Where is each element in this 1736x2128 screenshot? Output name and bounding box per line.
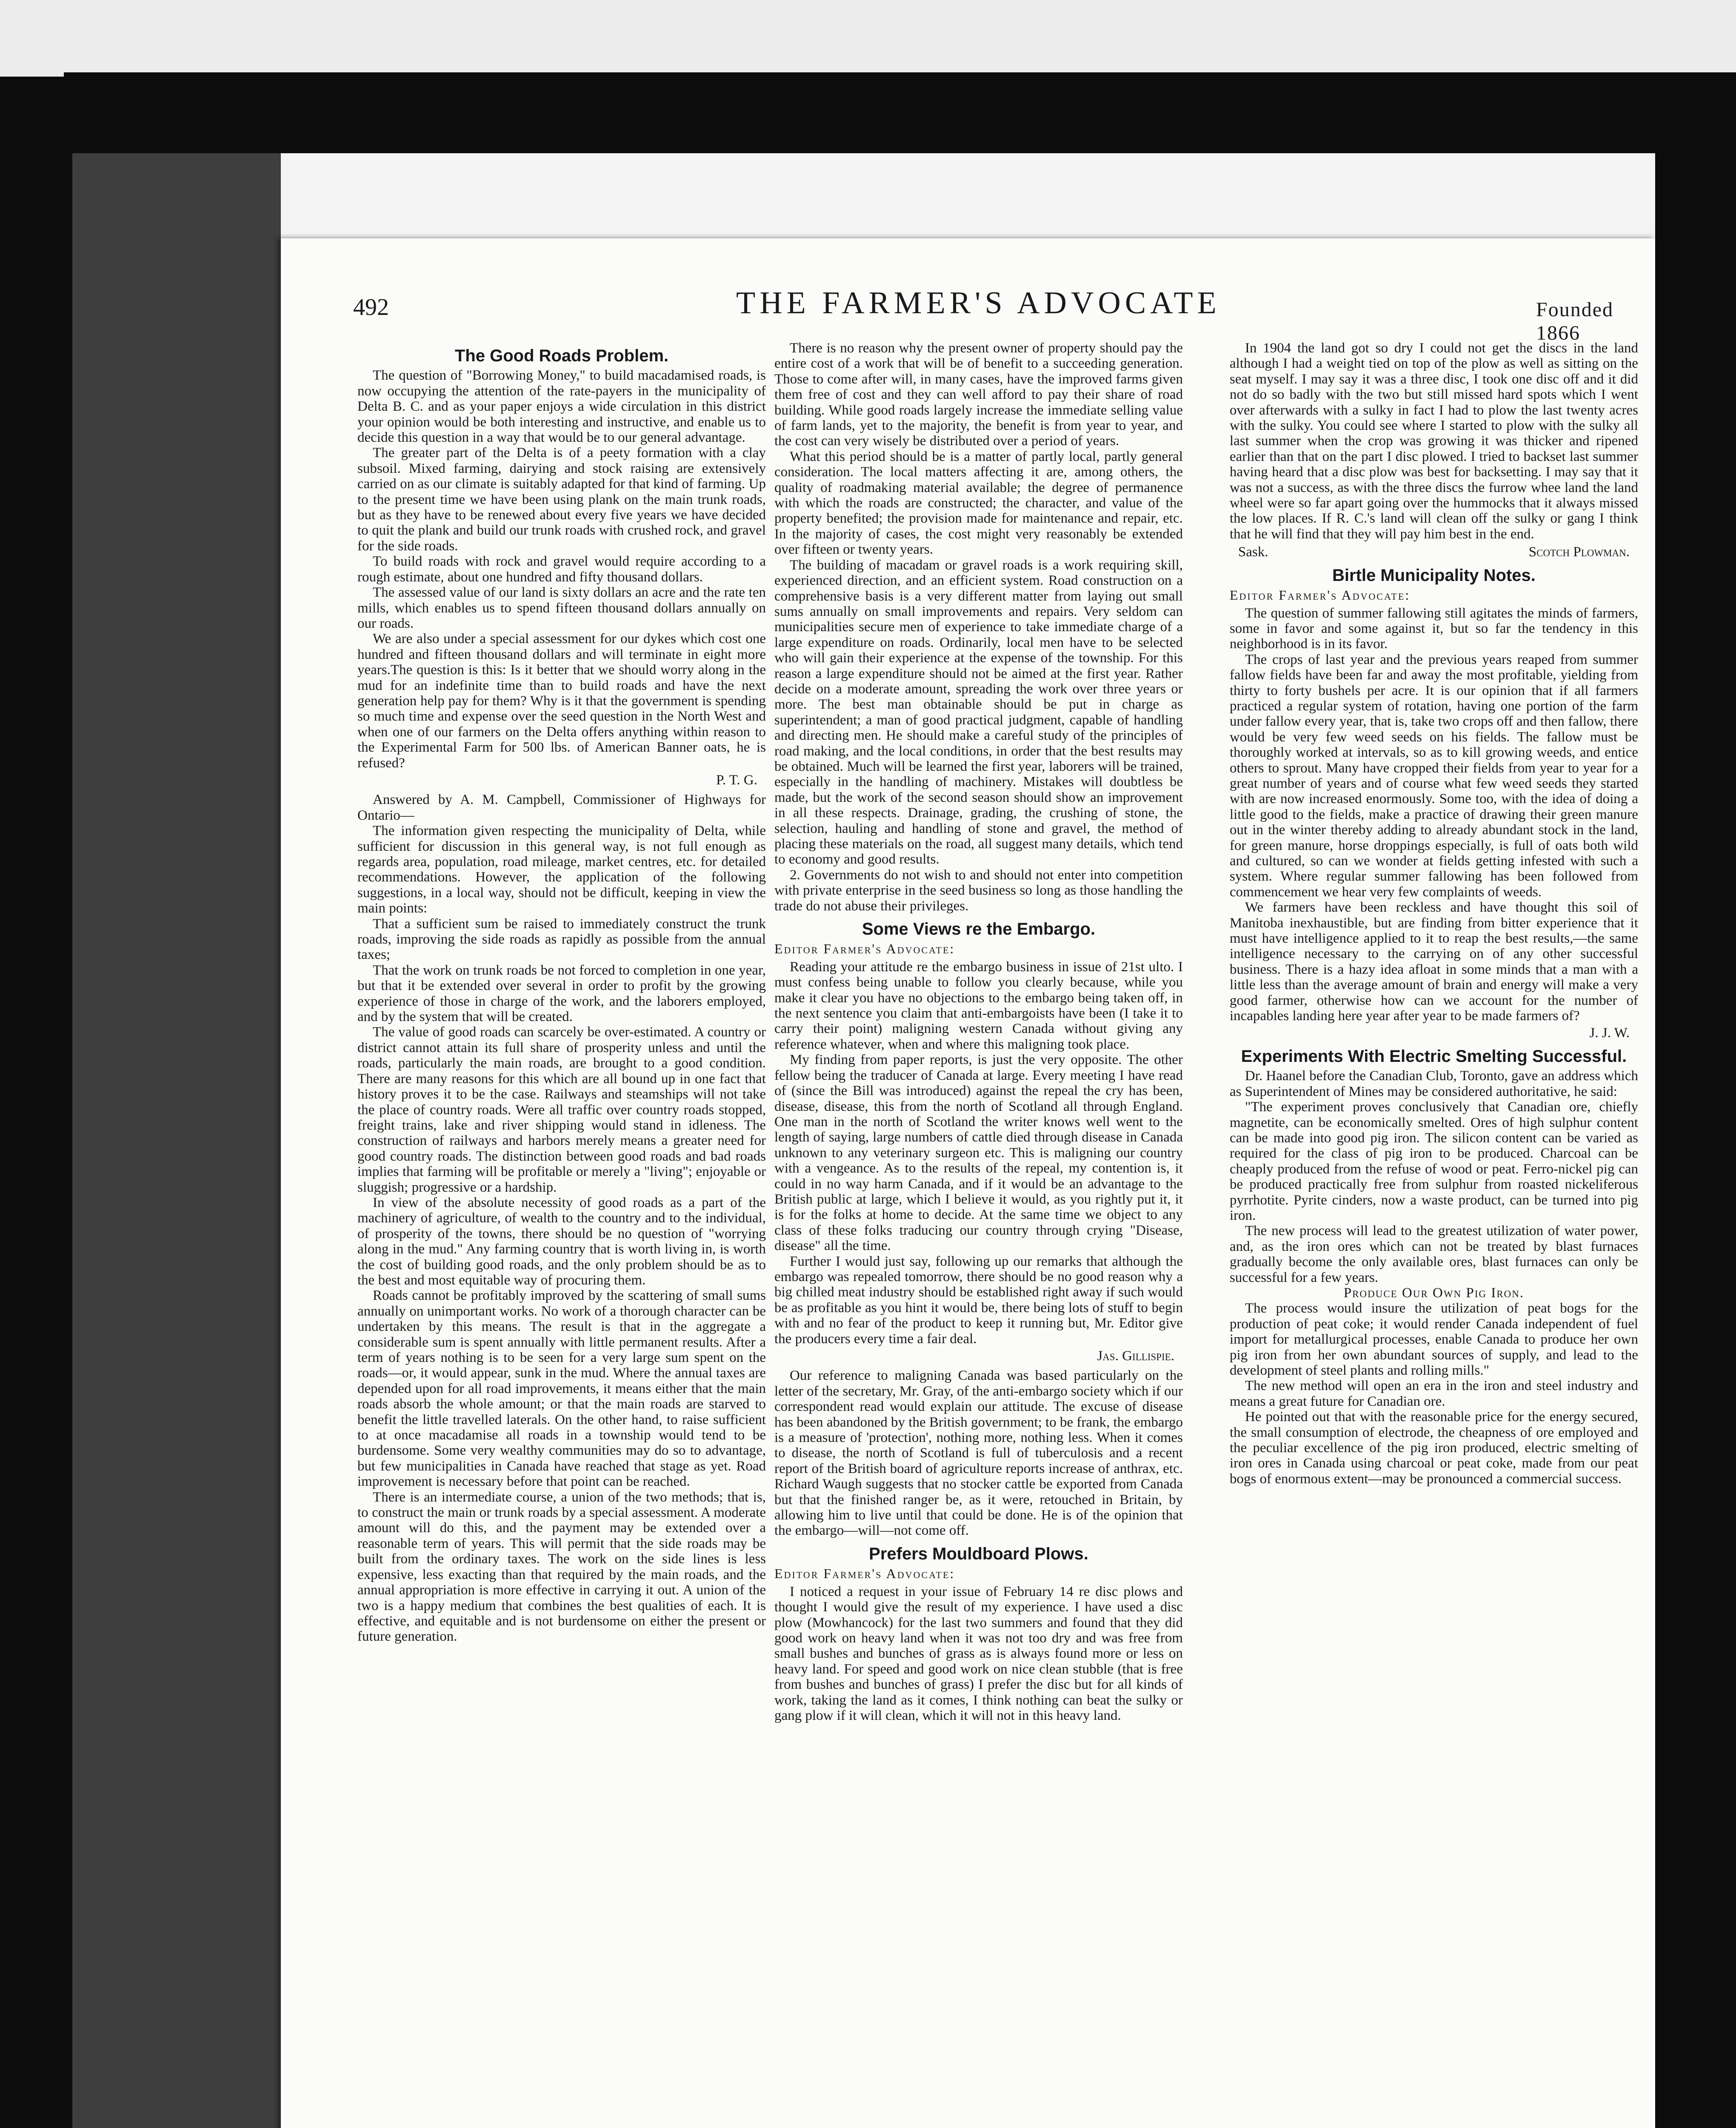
background-top [0,0,1736,77]
paragraph: Answered by A. M. Campbell, Commissioner of Highways for Ontario— [357,792,766,823]
signature: Jas. Gillispie. [1097,1348,1174,1364]
article-title-smelting: Experiments With Electric Smelting Successful. [1241,1047,1627,1066]
paragraph: There is an intermediate course, a union of the two methods; that is, to construct the main or trunk roads by a special assessment. A moderate amount will do this, and the payment may be extended over a reasonable term of years. This will permit that the side roads may be built from the ordinary taxes. The work on the side lines is less expensive, less exacting than that required by the main roads, and the annual appropriation is more effective in carrying it out. A union of the two is a happy medium that combines the best qualities of each. It is effective, and equitable and is not burdensome on either the present or future generation. [357,1489,766,1645]
signature: P. T. G. [716,772,757,788]
newspaper-page [281,238,1655,2128]
paragraph: In view of the absolute necessity of good roads as a part of the machinery of agriculture, of wealth to the country and to the individual, of prosperity of the towns, there should be no question of "worrying along in the mud." Any farming country that is worth living in, is worth the cost of building good roads, and the only problem should be as to the best and most equitable way of procuring them. [357,1195,766,1288]
scan-border-left [0,77,77,2128]
facing-page-edge [72,153,281,2128]
page-number: 492 [353,294,389,320]
article-title-good-roads: The Good Roads Problem. [454,346,669,365]
paragraph: The question of "Borrowing Money," to build macadamised roads, is now occupying the attention of the rate-payers in the municipality of Delta B. C. and as your paper enjoys a wide circulation in this district your opinion would be both interesting and instructive, and enable us to decide this question in a way that would be to our general advantage. [357,368,766,446]
signature: J. J. W. [1589,1025,1630,1041]
article-title-birtle: Birtle Municipality Notes. [1332,566,1536,585]
paragraph: Further I would just say, following up our remarks that although the embargo was repealed tomorrow, there should be no good reason why a big chilled meat industry should be established right away if such would be as profitable as you hint it would be, there being lots of stuff to begin with and no fear of the product to keep it running but, Mr. Editor give the producers every time a fair deal. [774,1253,1183,1347]
editor-salutation: Editor Farmer's Advocate: [774,941,955,957]
column-1 [357,340,766,1645]
paragraph: He pointed out that with the reasonable price for the energy secured, the small consumption of electrode, the cheapness of ore employed and the peculiar excellence of the pig iron produced, electric smelting of iron ores in Canada using charcoal or peat coke, made from our peat bogs of enormous extent—may be pronounced a commercial success. [1230,1409,1638,1487]
paragraph: I noticed a request in your issue of February 14 re disc plows and thought I would give the result of my experience. I have used a disc plow (Mowhancock) for the last two summers and found that they did good work on heavy land when it was not too dry and was free from small bushes and bunches of grass as is always found more or less on heavy land. For speed and good work on nice clean stubble (that is free from bushes and bunches of grass) I prefer the disc but for all kinds of work, taking the land as it comes, I think nothing can beat the sulky or gang plow if it will clean, which it will not in this heavy land. [774,1584,1183,1723]
column-3 [1230,340,1638,1487]
place: Sask. [1238,544,1268,560]
paragraph: The information given respecting the municipality of Delta, while sufficient for discussion in this general way, is not full enough as regards area, population, road mileage, market centres, etc. for detailed recommendations. However, the application of the following suggestions, in a local way, should not be difficult, keeping in view the main points: [357,823,766,916]
masthead-title: THE FARMER'S ADVOCATE [736,286,1221,320]
paragraph: Roads cannot be profitably improved by the scattering of small sums annually on unimportant works. No work of a thorough character can be undertaken by this means. The result is that in the aggregate a considerable sum is spent annually with little permanent results. After a term of years nothing is to be seen for a very large sum spent on the roads—or, it would appear, sunk in the mud. Where the annual taxes are depended upon for all road improvements, it means either that the main roads absorb the whole amount; or that the main roads are starved to benefit the little travelled laterals. On the other hand, to raise sufficient to at once macadamise all roads in a township would tend to be burdensome. Some very wealthy communities may do so to advantage, but few municipalities in Canada have reached that stage as yet. Road improvement is necessary before that point can be reached. [357,1288,766,1490]
signature: Scotch Plowman. [1528,544,1630,560]
paragraph: The greater part of the Delta is of a peety formation with a clay subsoil. Mixed farming, dairying and stock raising are extensively carried on as our climate is suitably adapted for that kind of farming. Up to the present time we have been using plank on the main trunk roads, but as they have to be renewed about every five years we have decided to quit the plank and build our trunk roads with crushed rock, and gravel for the side roads. [357,445,766,554]
scan-border-top [64,72,1736,153]
paragraph: The assessed value of our land is sixty dollars an acre and the rate ten mills, which enables us to spend fifteen thousand dollars annually on our roads. [357,585,766,631]
paragraph: That a sufficient sum be raised to immediately construct the trunk roads, improving the side roads as rapidly as possible from the annual taxes; [357,916,766,963]
paragraph: That the work on trunk roads be not forced to completion in one year, but that it be extended over several in order to profit by the growing experience of those in charge of the work, and the laborers employed, and by the system that will be created. [357,962,766,1025]
paragraph: There is no reason why the present owner of property should pay the entire cost of a work that will be of benefit to a succeeding generation. Those to come after will, in many cases, have the improved farms given them free of cost and they can well afford to pay their share of road building. While good roads largely increase the immediate selling value of farm lands, yet to the majority, the benefit is from year to year, and the cost can very wisely be distributed over a period of years. [774,340,1183,449]
paragraph: "The experiment proves conclusively that Canadian ore, chiefly magnetite, can be economically smelted. Ores of high sulphur content can be made into good pig iron. The silicon content can be varied as required for the class of pig iron to be produced. Charcoal can be cheaply produced from the refuse of wood or peat. Ferro-nickel pig can be produced practically free from sulphur from roasted nickeliferous pyrrhotite. Pyrite cinders, now a waste product, can be turned into pig iron. [1230,1099,1638,1223]
paragraph: Our reference to maligning Canada was based particularly on the letter of the secretary, Mr. Gray, of the anti-embargo society which if our correspondent read would explain our attitude. The excuse of disease has been abandoned by the British government; to be frank, the embargo is a measure of 'protection', nothing more, nothing less. When it comes to disease, the north of Scotland is full of tuberculosis and a recent report of the British board of agriculture reports increase of anthrax, etc. Richard Waugh suggests that no stocker cattle be exported from Canada but that the finished ranger be, as it were, retouched in Britain, by allowing him to live until that could be done. He is of the opinion that the embargo—will—not come off. [774,1368,1183,1539]
paragraph: The process would insure the utilization of peat bogs for the production of peat coke; it would render Canada independent of fuel import for metallurgical processes, enable Canada to produce her own pig iron from her own abundant sources of supply, and lead to the development of steel plants and rolling mills." [1230,1301,1638,1378]
paragraph: In 1904 the land got so dry I could not get the discs in the land although I had a weight tied on top of the plow as well as sitting on the seat myself. I may say it was a three disc, I took one disc off and it did not do so badly with the two but still missed hard spots which I went over afterwards with a sulky in fact I had to plow the last twenty acres with the sulky. You could see where I started to plow with the sulky all last summer when the crop was growing it was thicker and ripened earlier than that on the part I disc plowed. I tried to backset last summer having heard that a disc plow was best for backsetting. I may say that it was not a success, as with the three discs the furrow whee land the land wheel were so far apart going over the hummocks that it always missed the low places. If R. C.'s land will clean off the sulky or gang I think that he will find that they will pay him best in the end. [1230,340,1638,542]
paragraph: Reading your attitude re the embargo business in issue of 21st ulto. I must confess being unable to follow you clearly because, while you make it clear you have no objections to the embargo being taken off, in the next sentence you claim that anti-embargoists have been (I take it to carry their point) maligning western Canada without giving any reference whatever, when and where this maligning took place. [774,959,1183,1052]
subheading: Produce Our Own Pig Iron. [1343,1285,1525,1301]
editor-salutation: Editor Farmer's Advocate: [774,1566,955,1582]
article-title-embargo: Some Views re the Embargo. [862,920,1096,939]
article-title-plows: Prefers Mouldboard Plows. [869,1544,1088,1563]
paragraph: Dr. Haanel before the Canadian Club, Toronto, gave an address which as Superintendent of Mines may be considered authoritative, he said: [1230,1068,1638,1099]
paragraph: The new method will open an era in the iron and steel industry and means a great future for Canadian ore. [1230,1378,1638,1409]
scan-border-right [1655,72,1736,2128]
paragraph: The crops of last year and the previous years reaped from summer fallow fields have been far and away the most profitable, yielding from thirty to forty bushels per acre. It is our opinion that if all farmers practiced a regular system of rotation, having one portion of the farm under fallow every year, that is, take two crops off and then fallow, there would be very few weed seeds on his fields. The fallow must be thoroughly worked at intervals, so as to kill growing weeds, and entice others to sprout. Many have cropped their fields from year to year for a great number of years and of course what few weed seeds they started with are now increased enormously. Some too, with the idea of doing a little good to the fields, make a practice of drawing their green manure out in the winter thereby adding to already abundant stock in the land, for green manure, horse droppings especially, is full of oats both wild and cultured, so can we wonder at fields getting infested with such a system. Where regular summer fallowing has been followed from commencement we hear very few complaints of weeds. [1230,652,1638,900]
paragraph: We are also under a special assessment for our dykes which cost one hundred and fifteen thousand dollars and will terminate in eight more years.The question is this: Is it better that we should worry along in the mud for an indefinite time than to build roads and have the next generation help pay for them? Why is it that the government is spending so much time and expense over the seed question in the North West and when one of our farmers on the Delta offers anything within reason to the Experimental Farm for 500 lbs. of American Banner oats, he is refused? [357,631,766,771]
paragraph: The new process will lead to the greatest utilization of water power, and, as the iron ores which can not be treated by blast furnaces gradually become the only available ores, blast furnaces can only be successful for a few years. [1230,1223,1638,1285]
paragraph: The question of summer fallowing still agitates the minds of farmers, some in favor and some against it, but so far the tendency in this neighborhood is in its favor. [1230,605,1638,652]
paragraph: To build roads with rock and gravel would require according to a rough estimate, about one hundred and fifty thousand dollars. [357,554,766,585]
founded-line: Founded 1866 [1536,298,1613,344]
paragraph: The value of good roads can scarcely be over-estimated. A country or district cannot attain its full share of prosperity unless and until the roads, particularly the main roads, are brought to a good condition. There are many reasons for this which are all bound up in one fact that history proves it to be the case. Railways and steamships will not take the place of country roads. Were all traffic over country roads stopped, freight trains, lake and river shipping would stand in idleness. The construction of railways and harbors merely means a greater need for good country roads. The distinction between good roads and bad roads implies that farming will be profitable or merely a "living"; enjoyable or sluggish; progressive or a hardship. [357,1024,766,1195]
paragraph: The building of macadam or gravel roads is a work requiring skill, experienced direction, and an efficient system. Road construction on a comprehensive basis is a very different matter from laying out small sums annually on small improvements and repairs. Very seldom can municipalities secure men of experience to take immediate charge of a large expenditure on roads. Ordinarily, local men have to be selected who will gain their experience at the expense of the township. For this reason a large expenditure should not be aimed at the first year. Rather decide on a moderate amount, spreading the work over three years or more. The best man obtainable should be put in charge as superintendent; a man of good practical judgment, capable of handling and directing men. He should make a careful study of the principles of road making, and the local conditions, in order that the best results may be obtained. Much will be learned the first year, laborers will be trained, especially in the handling of machinery. Mistakes will doubtless be made, but the work of the second season should show an improvement in all these respects. Drainage, grading, the crushing of stone, the selection, hauling and handling of stone and gravel, the method of placing these materials on the road, all suggest many details, which tend to economy and good results. [774,557,1183,867]
column-2 [774,340,1183,1723]
paragraph: What this period should be is a matter of partly local, partly general consideration. The local matters affecting it are, among others, the quality of roadmaking material available; the degree of permanence with which the roads are constructed; the character, and value of the property benefited; the provision made for maintenance and repair, etc. In the majority of cases, the cost might very reasonably be extended over fifteen or twenty years. [774,449,1183,558]
paragraph: My finding from paper reports, is just the very opposite. The other fellow being the traducer of Canada at large. Every meeting I have read of (since the Bill was introduced) against the repeal the cry has been, disease, disease, this from the north of Scotland all through England. One man in the north of Scotland the writer knows well went to the length of saying, large numbers of cattle died through disease in Canada unknown to any veterinary surgeon etc. This is maligning our country with a vengeance. As to the results of the repeal, my contention is, it could in no way harm Canada, and if it would be an advantage to the British public at large, which I believe it would, as you rightly put it, it is for the folks at home to decide. At the same time we object to any class of these folks traducing our country through crying "Disease, disease" all the time. [774,1052,1183,1254]
paragraph: 2. Governments do not wish to and should not enter into competition with private enterprise in the seed business so long as those handling the trade do not abuse their privileges. [774,867,1183,914]
signature-line [1238,544,1630,560]
editor-salutation: Editor Farmer's Advocate: [1230,587,1410,603]
paragraph: We farmers have been reckless and have thought this soil of Manitoba inexhaustible, but are finding from bitter experience that it must have intelligence applied to it to reap the best results,—the same intelligence necessary to the carrying on of any other successful business. There is a hazy idea afloat in some minds that a man with a little less than the average amount of brain and energy will make a very good farmer, otherwise how can we account for the number of incapables landing here year after year to be made farmers of? [1230,900,1638,1024]
